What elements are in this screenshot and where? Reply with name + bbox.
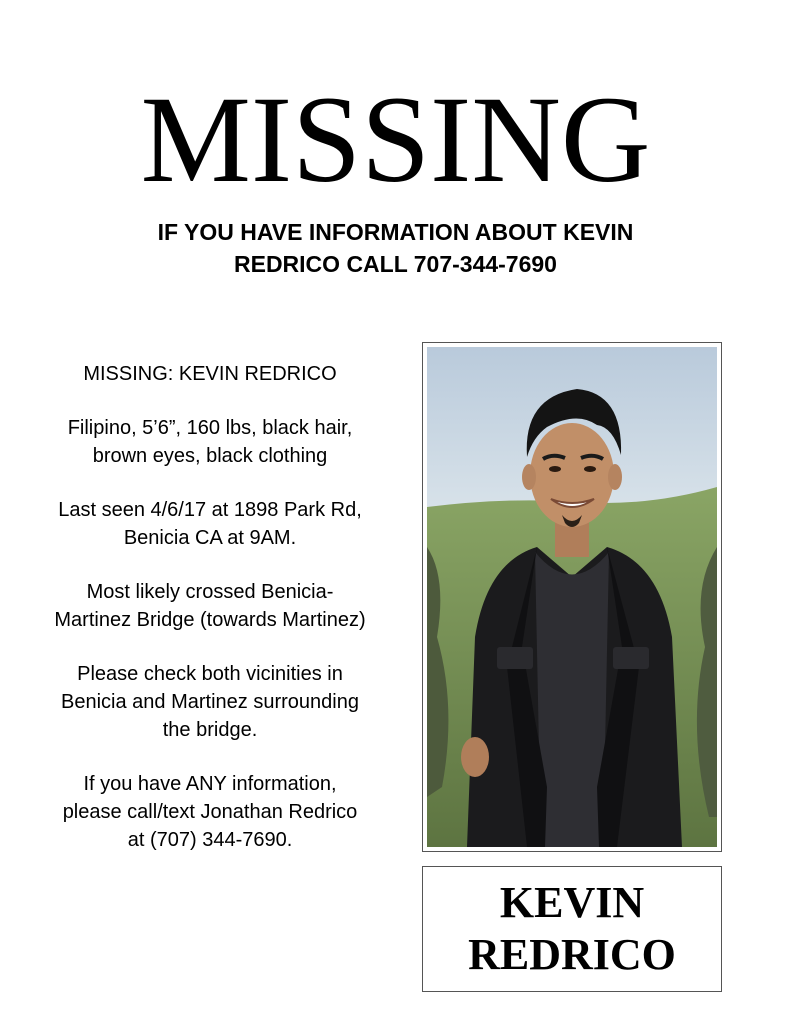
page-title: MISSING xyxy=(140,71,651,208)
name-last: REDRICO xyxy=(468,930,676,979)
jacket-pocket-right xyxy=(613,647,649,669)
jacket-pocket-left xyxy=(497,647,533,669)
contact-line: If you have ANY information, xyxy=(83,773,337,795)
description-line: brown eyes, black clothing xyxy=(92,445,328,467)
person-photo xyxy=(427,347,717,847)
name-first: KEVIN xyxy=(499,878,645,927)
eye-left xyxy=(549,466,561,472)
contact-line: please call/text Jonathan Redrico xyxy=(62,801,358,823)
name-box xyxy=(422,866,722,992)
last-seen-line: Last seen 4/6/17 at 1898 Park Rd, xyxy=(58,499,362,521)
last-seen-line: Benicia CA at 9AM. xyxy=(123,527,297,549)
person-photo-frame xyxy=(422,342,722,852)
subtitle xyxy=(60,216,731,280)
missing-name-line: MISSING: KEVIN REDRICO xyxy=(83,363,337,385)
missing-details xyxy=(20,360,400,880)
check-vicinity-paragraph xyxy=(20,660,400,744)
bridge-line: Most likely crossed Benicia- xyxy=(86,581,334,603)
contact-line: at (707) 344-7690. xyxy=(127,829,293,851)
bridge-line: Martinez Bridge (towards Martinez) xyxy=(54,609,366,631)
eye-right xyxy=(584,466,596,472)
last-seen-paragraph xyxy=(20,496,400,552)
ear-left xyxy=(522,464,536,490)
subtitle-line: IF YOU HAVE INFORMATION ABOUT KEVIN xyxy=(157,219,634,245)
check-line: the bridge. xyxy=(162,719,258,741)
check-line: Benicia and Martinez surrounding xyxy=(61,691,359,713)
contact-paragraph xyxy=(20,770,400,854)
missing-name-paragraph xyxy=(20,360,400,388)
face xyxy=(530,423,614,527)
description-line: Filipino, 5’6”, 160 lbs, black hair, xyxy=(67,417,353,439)
ear-right xyxy=(608,464,622,490)
hand-left xyxy=(461,737,489,777)
description-paragraph xyxy=(20,414,400,470)
check-line: Please check both vicinities in xyxy=(77,663,343,685)
bridge-paragraph xyxy=(20,578,400,634)
subtitle-line: REDRICO CALL 707-344-7690 xyxy=(234,251,557,277)
